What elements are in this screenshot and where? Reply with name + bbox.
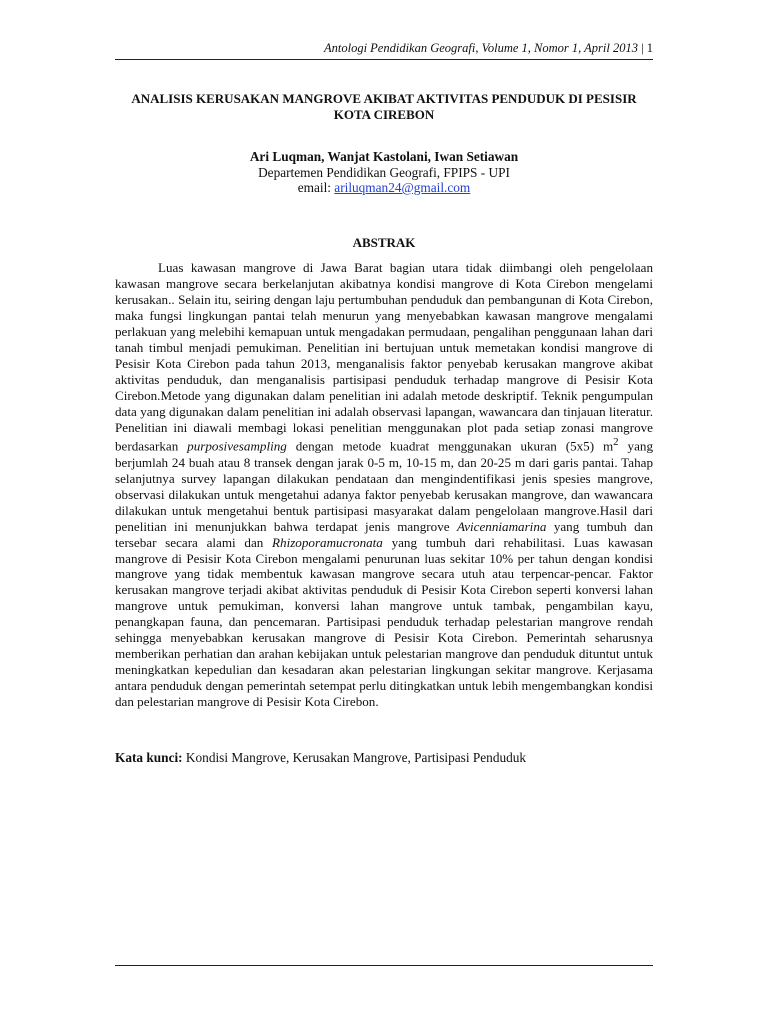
abstract-text: yang berjumlah 24 buah atau 8 transek dengan jarak 0-5 m, 10-15 m, dan 20-25 m dari garis pantai. Tahap selanjutnya survey lapangan dilakukan pendataan dan mengindentifikasi jenis spesies mangrove, observasi dilakukan untuk mengetahui adanya faktor penyebab kerusakan mangrove, dan wawancara dilakukan untuk mengetahui bentuk partisipasi masyarakat dalam pengelolaan mangrove.Hasil dari penelitian ini menunjukkan bahwa terdapat jenis mangrove: [115, 438, 653, 534]
running-header: [115, 40, 653, 56]
keywords-text: Kondisi Mangrove, Kerusakan Mangrove, Partisipasi Penduduk: [182, 750, 527, 765]
abstract-text: dengan metode kuadrat menggunakan ukuran (5x5) m: [286, 438, 614, 454]
keywords-line: [115, 750, 653, 766]
abstract-body: [115, 260, 653, 710]
author-list: Ari Luqman, Wanjat Kastolani, Iwan Setiawan: [249, 149, 519, 164]
email-line: [115, 180, 653, 196]
species-name: Rhizoporamucronata: [272, 534, 383, 550]
journal-citation: Antologi Pendidikan Geografi, Volume 1, Nomor 1, April 2013: [323, 41, 638, 55]
header-separator: |: [641, 41, 644, 55]
email-link[interactable]: ariluqman24@gmail.com: [334, 180, 471, 195]
species-name: Avicenniamarina: [456, 518, 547, 534]
abstract-text: yang tumbuh dari rehabilitasi. Luas kawasan mangrove di Pesisir Kota Cirebon mengalami penurunan luas sekitar 10% per tahun dengan kondisi mangrove yang tidak membentuk kawasan mangrove secara utuh atau terpencar-pencar. Faktor kerusakan mangrove terjadi akibat aktivitas penduduk di Pesisir Kota Cirebon seperti konversi lahan mangrove untuk pemukiman, konversi lahan mangrove untuk tambak, pengambilan kayu, penangkapan fauna, dan pencemaran. Partisipasi penduduk terhadap pelestarian mangrove rendah sehingga menyebabkan kerusakan mangrove di Pesisir Kota Cirebon. Pemerintah seharusnya memberikan perhatian dan arahan kebijakan untuk pelestarian mangrove dan penduduk dituntut untuk meningkatkan kepedulian dan kesadaran akan pelestarian lingkungan sekitar mangrove. Kerjasama antara penduduk dengan pemerintah setempat perlu ditingkatkan untuk lebih mengembangkan kondisi dan pelestarian mangrove di Pesisir Kota Cirebon.: [115, 534, 653, 710]
abstract-text: Luas kawasan mangrove di Jawa Barat bagian utara tidak diimbangi oleh pengelolaan kawasan mangrove secara berkelanjutan akibatnya kondisi mangrove di Kota Cirebon mengelami kerusakan.. Selain itu, seiring dengan laju pertumbuhan penduduk dan pembangunan di Kota Cirebon, maka fungsi lingkungan pantai telah menurun yang menyebabkan kawasan mangrove mengalami perlakuan yang melebihi kemapuan untuk mengadakan permudaan, pengalihan penggunaan lahan dari tanah timbul menjadi pemukiman. Penelitian ini bertujuan untuk memetakan kondisi mangrove di Pesisir Kota Cirebon pada tahun 2013, menganalisis faktor penyebab kerusakan mangrove akibat aktivitas penduduk, dan menganalisis partisipasi penduduk terhadap mangrove di Pesisir Kota Cirebon.Metode yang digunakan dalam penelitian ini adalah metode deskriptif. Teknik pengumpulan data yang digunakan dalam penelitian ini adalah observasi lapangan, wawancara dan tinjauan literatur. Penelitian ini diawali membagi lokasi penelitian menggunakan plot pada setiap zonasi mangrove berdasarkan: [115, 260, 653, 454]
abstract-text: yang tumbuh dan tersebar secara alami dan: [115, 518, 653, 550]
footer-rule: [115, 965, 653, 966]
page-number: 1: [646, 41, 653, 55]
superscript: 2: [613, 436, 619, 449]
italic-term: purposivesampling: [187, 438, 287, 454]
paper-title: ANALISIS KERUSAKAN MANGROVE AKIBAT AKTIVITAS PENDUDUK DI PESISIR KOTA CIREBON: [131, 91, 637, 122]
abstract-paragraph: [115, 260, 653, 710]
header-rule: [115, 59, 653, 60]
keywords-label: Kata kunci:: [115, 750, 183, 765]
affiliation: Departemen Pendidikan Geografi, FPIPS - UPI: [258, 165, 510, 180]
abstract-heading: ABSTRAK: [352, 235, 416, 250]
email-label: email:: [297, 180, 335, 195]
